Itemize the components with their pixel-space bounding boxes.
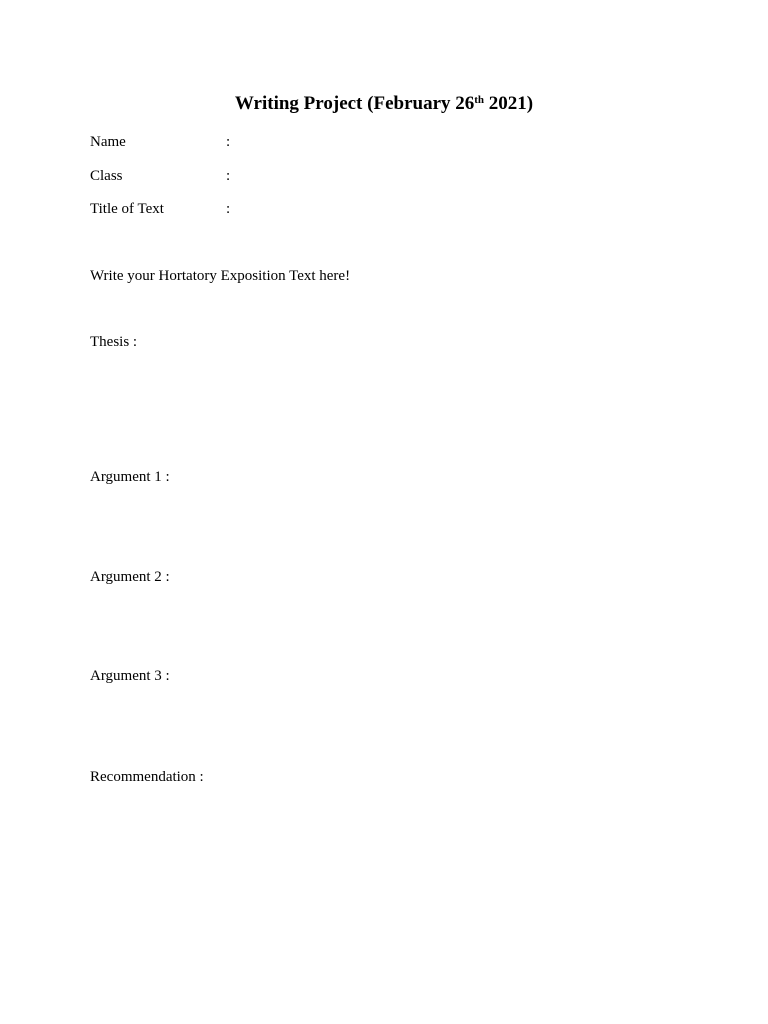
field-title-of-text-label: Title of Text [90, 201, 164, 217]
section-thesis: Thesis : [90, 334, 138, 350]
field-title-of-text-separator: : [226, 201, 231, 217]
field-name-separator: : [226, 134, 231, 150]
section-argument-3: Argument 3 : [90, 668, 170, 684]
field-name-label: Name [90, 134, 126, 150]
page-title [0, 92, 768, 116]
field-title-of-text [90, 200, 290, 218]
section-argument-1: Argument 1 : [90, 469, 170, 485]
title-suffix: 2021) [484, 93, 534, 114]
title-prefix: Writing Project (February 26 [234, 93, 475, 114]
section-recommendation: Recommendation : [90, 769, 204, 785]
field-class [90, 167, 290, 185]
section-argument-2: Argument 2 : [90, 569, 170, 585]
field-class-label: Class [90, 168, 123, 184]
instruction-text: Write your Hortatory Exposition Text here! [90, 268, 351, 284]
field-class-separator: : [226, 168, 231, 184]
title-superscript: th [474, 94, 485, 106]
field-name [90, 133, 290, 151]
